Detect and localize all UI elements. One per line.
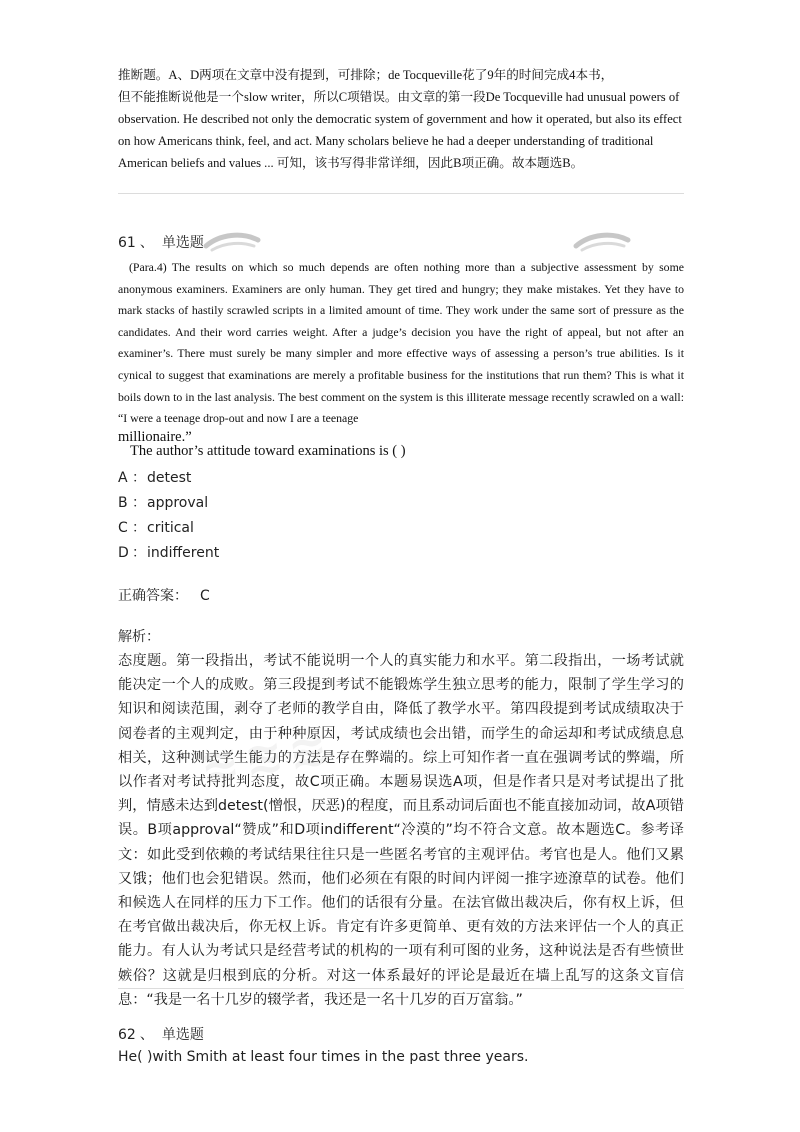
option-key: D xyxy=(118,545,129,561)
option-colon: ： xyxy=(132,520,146,536)
scan-line: on how Americans think, feel, and act. Many scholars believe he had a deeper understanding of traditional xyxy=(118,134,654,148)
question-type: 单选题 xyxy=(161,235,204,251)
scan-line: observation. He described not only the democratic system of government and how it operated, but also its effect xyxy=(118,112,682,126)
option-text: critical xyxy=(147,520,194,536)
option-colon: ： xyxy=(132,470,146,486)
question-prompt: The author’s attitude toward examinations is ( ) xyxy=(130,443,406,459)
scan-line: 但不能推断说他是一个slow writer，所以C项错误。由文章的第一段De Tocqueville had unusual powers of xyxy=(118,90,680,104)
option-key: B xyxy=(118,495,128,511)
analysis-label: 解析： xyxy=(118,629,160,645)
question-type: 单选题 xyxy=(161,1027,204,1043)
option-c[interactable] xyxy=(118,518,219,543)
section-divider xyxy=(118,988,684,989)
option-a[interactable] xyxy=(118,468,219,493)
option-d[interactable] xyxy=(118,543,219,568)
number-separator: 、 xyxy=(139,1027,154,1043)
question-number: 62 xyxy=(118,1027,136,1043)
previous-explanation-scan xyxy=(118,64,684,174)
section-divider xyxy=(118,193,684,194)
question-number: 61 xyxy=(118,235,136,251)
correct-answer-value: C xyxy=(200,588,210,604)
correct-answer-label: 正确答案： xyxy=(118,588,188,604)
option-text: approval xyxy=(147,495,209,511)
scan-line: American beliefs and values ... 可知，该书写得非常详细，因此B项正确。故本题选B。 xyxy=(118,156,584,170)
option-key: C xyxy=(118,520,128,536)
option-b[interactable] xyxy=(118,493,219,518)
reading-passage-scan xyxy=(118,257,684,446)
question-62-header xyxy=(118,1024,204,1044)
watermark-swoosh-icon xyxy=(202,230,262,254)
analysis-text: 态度题。第一段指出，考试不能说明一个人的真实能力和水平。第二段指出，一场考试就能决定一个人的成败。第三段提到考试不能锻炼学生独立思考的能力，限制了学生学习的知识和阅读范围，剥夺了老师的教学自由，降低了教学水平。第四段提到考试成绩取决于阅卷者的主观判定，由于种种原因，考试成绩也会出错，而学生的命运却和考试成绩息息相关，这种测试学生能力的方法是存在弊端的。综上可知作者一直在强调考试的弊端，所以作者对考试持批判态度，故C项正确。本题易误选A项，但是作者只是对考试提出了批判，情感未达到detest(憎恨，厌恶)的程度，而且系动词后面也不能直接加动词，故A项错误。B项approval“赞成”和D项indifferent“冷漠的”均不符合文意。故本题选C。参考译文：如此受到依赖的考试结果往往只是一些匿名考官的主观评估。考官也是人。他们又累又饿；他们也会犯错误。然而，他们必须在有限的时间内评阅一推字迹潦草的试卷。他们和候选人在同样的压力下工作。他们的话很有分量。在法官做出裁决后，你有权上诉，但在考官做出裁决后，你无权上诉。肯定有许多更简单、更有效的方法来评估一个人的真正能力。有人认为考试只是经营考试的机构的一项有利可图的业务，这种说法是否有些愤世嫉俗？这就是归根到底的分析。对这一体系最好的评论是最近在墙上乱写的这条文盲信息：“我是一名十几岁的辍学者，我还是一名十几岁的百万富翁。” xyxy=(118,653,684,1008)
question-stem: He( )with Smith at least four times in the past three years. xyxy=(118,1049,529,1065)
watermark-swoosh-icon xyxy=(572,230,632,254)
option-text: detest xyxy=(147,470,192,486)
option-text: indifferent xyxy=(147,545,220,561)
option-colon: ： xyxy=(132,495,146,511)
answer-options xyxy=(118,468,219,568)
scan-line: 推断题。A、D两项在文章中没有提到，可排除；de Tocqueville花了9年的时间完成4本书， xyxy=(118,68,614,82)
number-separator: 、 xyxy=(139,235,154,251)
correct-answer xyxy=(118,585,210,605)
passage-text: (Para.4) The results on which so much depends are often nothing more than a subjective assessment by some anonymous examiners. Examiners are only human. They get tired and hungry; they make mistakes. Yet they have to mark stacks of hastily scrawled scripts in a limited amount of time. They work under the same sort of pressure as the candidates. And their word carries weight. After a judge’s decision you have the right of appeal, but not after an examiner’s. There must surely be many simpler and more effective ways of assessing a person’s true abilities. Is it cynical to suggest that examinations are merely a profitable business for the institutions that run them? This is what it boils down to in the last analysis. The best comment on the system is this illiterate message recently scrawled on a wall: “I were a teenage drop-out and now I are a teenage xyxy=(118,260,684,426)
passage-end-text: millionaire.” xyxy=(118,428,192,445)
watermark-text-icon: ≋≋≋ xyxy=(196,720,337,794)
question-61-header xyxy=(118,232,204,252)
option-colon: ： xyxy=(132,545,146,561)
option-key: A xyxy=(118,470,128,486)
